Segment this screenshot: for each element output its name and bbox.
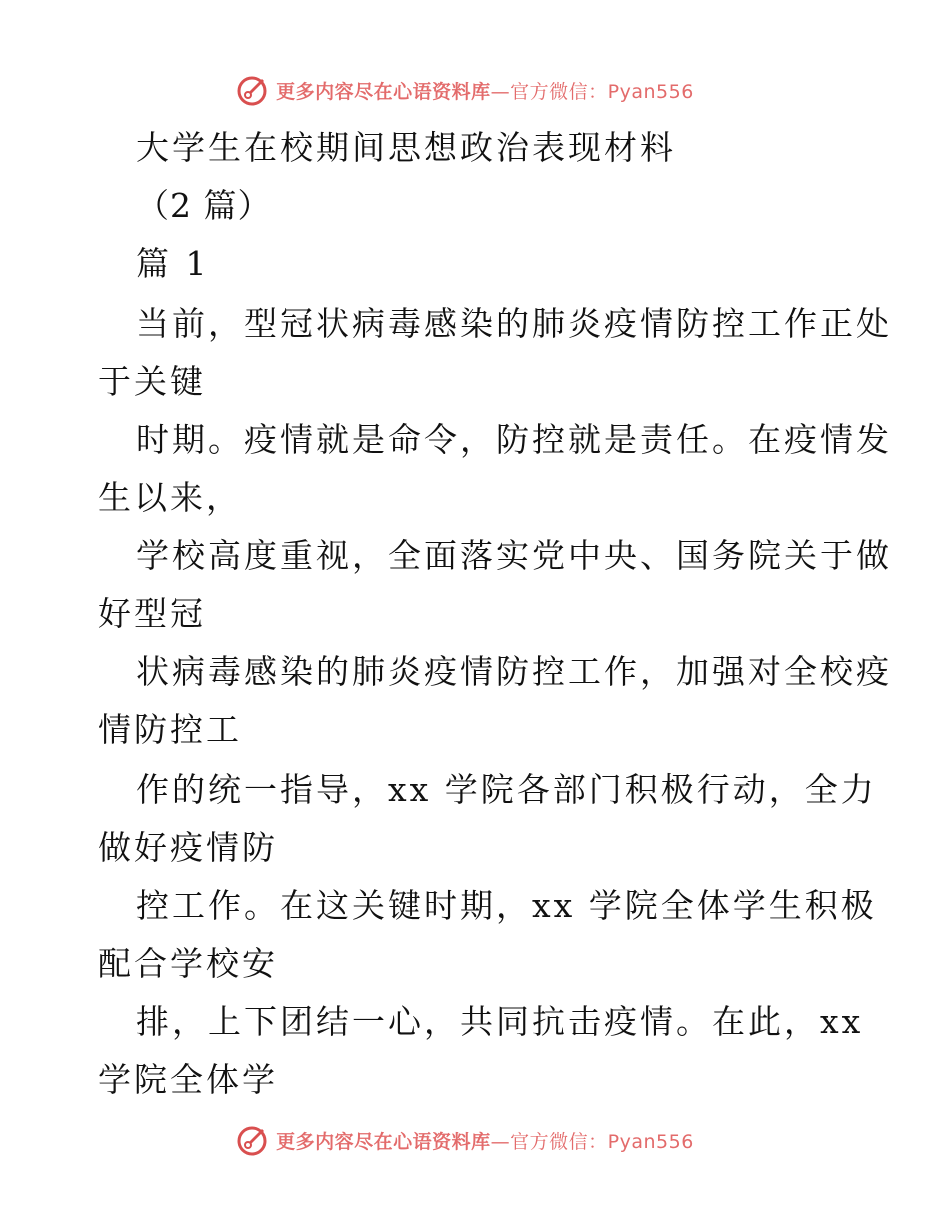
document-subtitle: （2 篇）: [136, 186, 272, 225]
paragraph-line: 学院全体学: [98, 1060, 278, 1099]
watermark-account: 官方微信：Pyan556: [510, 1130, 694, 1153]
paragraph-line: 好型冠: [98, 594, 206, 633]
paragraph-line: 作的统一指导，xx 学院各部门积极行动，全力: [136, 770, 877, 809]
watermark-text: [276, 77, 694, 104]
section-heading: 篇 1: [136, 244, 210, 283]
watermark-account: 官方微信：Pyan556: [510, 80, 694, 103]
watermark-text: [276, 1127, 694, 1154]
watermark-dash: —: [490, 80, 511, 103]
paragraph-line: 排，上下团结一心，共同抗击疫情。在此，xx: [136, 1002, 864, 1041]
watermark-dash: —: [490, 1130, 511, 1153]
paragraph-line: 学校高度重视，全面落实党中央、国务院关于做: [136, 536, 892, 575]
paragraph-line: 生以来，: [98, 478, 242, 517]
document-title: 大学生在校期间思想政治表现材料: [136, 128, 676, 167]
header-watermark: [0, 72, 950, 108]
paragraph-line: 做好疫情防: [98, 828, 278, 867]
paragraph-line: 时期。疫情就是命令，防控就是责任。在疫情发: [136, 420, 892, 459]
paragraph-line: 控工作。在这关键时期，xx 学院全体学生积极: [136, 886, 877, 925]
pen-logo-icon: [236, 1123, 270, 1157]
footer-watermark: [0, 1122, 950, 1158]
paragraph-line: 状病毒感染的肺炎疫情防控工作，加强对全校疫: [136, 652, 892, 691]
paragraph-line: 配合学校安: [98, 944, 278, 983]
pen-logo-icon: [236, 73, 270, 107]
paragraph-line: 于关键: [98, 362, 206, 401]
paragraph-line: 当前，型冠状病毒感染的肺炎疫情防控工作正处: [136, 304, 892, 343]
paragraph-line: 情防控工: [98, 710, 242, 749]
watermark-brand: 更多内容尽在心语资料库: [276, 80, 491, 103]
watermark-brand: 更多内容尽在心语资料库: [276, 1130, 491, 1153]
